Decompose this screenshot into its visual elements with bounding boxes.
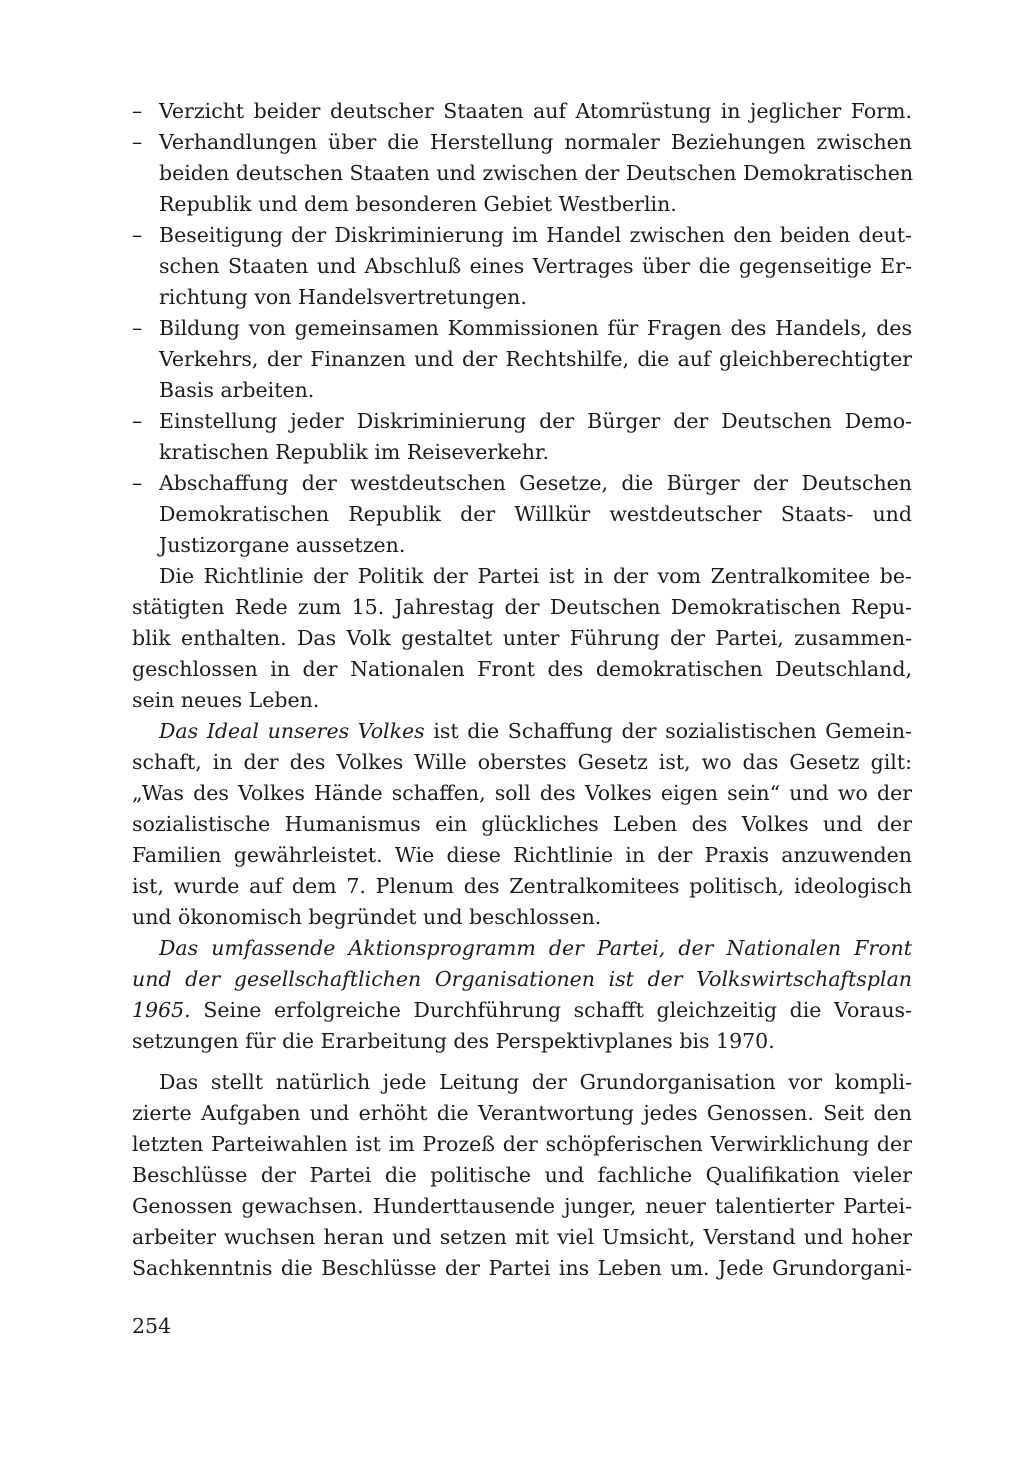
text-line [132,716,912,747]
list-item [132,220,912,313]
text-line [132,840,912,871]
text-line [132,964,912,995]
text-line [132,654,912,685]
list-dash: – [132,130,143,154]
line-text: stätigten Rede zum 15. Jahrestag der Deutschen Demokratischen Repu- [132,595,912,619]
line-text: Beseitigung der Diskriminierung im Handel zwischen den beiden deut- [159,223,912,247]
text-line [132,778,912,809]
text-line [132,158,912,189]
body-text [132,561,912,1284]
emphasized-text: Das Ideal unseres Volkes [159,719,425,743]
line-text: Familien gewährleistet. Wie diese Richtlinie in der Praxis anzuwenden [132,843,912,867]
list-item [132,127,912,220]
demands-list [132,96,912,561]
line-text: Einstellung jeder Diskriminierung der Bürger der Deutschen Demo- [159,409,912,433]
line-text: schaft, in der des Volkes Wille oberstes Gesetz ist, wo das Gesetz gilt: [132,750,912,774]
text-line [132,251,912,282]
line-text: arbeiter wuchsen heran und setzen mit viel Umsicht, Verstand und hoher [132,1225,912,1249]
text-line [132,871,912,902]
text-line [132,468,912,499]
text-line [132,592,912,623]
line-text: „Was des Volkes Hände schaffen, soll des Volkes eigen sein“ und wo der [132,781,912,805]
list-dash: – [132,223,143,247]
line-text: Die Richtlinie der Politik der Partei ist in der vom Zentralkomitee be- [159,564,912,588]
line-text: Verzicht beider deutscher Staaten auf Atomrüstung in jeglicher Form. [159,99,912,123]
list-dash: – [132,409,143,433]
line-text: Sachkenntnis die Beschlüsse der Partei ins Leben um. Jede Grundorgani- [132,1256,912,1280]
paragraph [132,561,912,716]
page-number: 254 [132,1314,172,1338]
line-text: Justizorgane aussetzen. [159,533,406,557]
line-text: letzten Parteiwahlen ist im Prozeß der schöpferischen Verwirklichung der [132,1132,912,1156]
line-text: kratischen Republik im Reiseverkehr. [159,440,549,464]
text-line [132,902,912,933]
line-text: richtung von Handelsvertretungen. [159,285,527,309]
text-line [132,995,912,1026]
line-text: zierte Aufgaben und erhöht die Verantwortung jedes Genossen. Seit den [132,1101,912,1125]
line-text: blik enthalten. Das Volk gestaltet unter Führung der Partei, zusammen- [132,626,912,650]
line-text: setzungen für die Erarbeitung des Perspektivplanes bis 1970. [132,1029,775,1053]
emphasized-text: 1965. [132,998,191,1022]
text-line [132,1129,912,1160]
text-line [132,437,912,468]
line-text: beiden deutschen Staaten und zwischen der Deutschen Demokratischen [159,161,914,185]
line-text: Verhandlungen über die Herstellung normaler Beziehungen zwischen [159,130,912,154]
list-item [132,313,912,406]
text-line [132,220,912,251]
paragraph [132,933,912,1057]
line-text: ist, wurde auf dem 7. Plenum des Zentralkomitees politisch, ideologisch [132,874,912,898]
text-line [132,1253,912,1284]
line-text: Basis arbeiten. [159,378,315,402]
text-line [132,1160,912,1191]
text-line [132,375,912,406]
text-line [132,809,912,840]
line-text: und ökonomisch begründet und beschlossen. [132,905,602,929]
text-line [132,1067,912,1098]
line-text: Republik und dem besonderen Gebiet Westberlin. [159,192,677,216]
line-text: geschlossen in der Nationalen Front des demokratischen Deutschland, [132,657,912,681]
paragraph [132,716,912,933]
emphasized-text: und der gesellschaftlichen Organisationen ist der Volkswirtschaftsplan [132,967,912,991]
text-line [132,623,912,654]
text-line [132,189,912,220]
text-line [132,933,912,964]
text-line [132,561,912,592]
line-text: Seine erfolgreiche Durchführung schafft gleichzeitig die Voraus- [190,998,912,1022]
line-text: Das stellt natürlich jede Leitung der Grundorganisation vor kompli- [159,1070,912,1094]
text-line [132,313,912,344]
list-dash: – [132,471,143,495]
text-line [132,127,912,158]
text-line [132,530,912,561]
list-item [132,406,912,468]
emphasized-text: Das umfassende Aktionsprogramm der Partei, der Nationalen Front [159,936,912,960]
text-line [132,685,912,716]
line-text: sein neues Leben. [132,688,320,712]
text-line [132,344,912,375]
page-body [132,96,912,1284]
line-text: Beschlüsse der Partei die politische und fachliche Qualifikation vieler [132,1163,912,1187]
list-dash: – [132,316,143,340]
paragraph [132,1067,912,1284]
line-text: ist die Schaffung der sozialistischen Gemein- [424,719,913,743]
paragraph-gap [132,1057,912,1067]
text-line [132,1026,912,1057]
line-text: Verkehrs, der Finanzen und der Rechtshilfe, die auf gleichberechtigter [159,347,912,371]
list-item [132,468,912,561]
text-line [132,1222,912,1253]
list-dash: – [132,99,143,123]
text-line [132,747,912,778]
line-text: schen Staaten und Abschluß eines Vertrages über die gegenseitige Er- [159,254,912,278]
text-line [132,282,912,313]
text-line [132,406,912,437]
text-line [132,499,912,530]
line-text: Bildung von gemeinsamen Kommissionen für Fragen des Handels, des [159,316,912,340]
text-line [132,1098,912,1129]
line-text: Abschaffung der westdeutschen Gesetze, die Bürger der Deutschen [159,471,912,495]
line-text: sozialistische Humanismus ein glückliches Leben des Volkes und der [132,812,912,836]
line-text: Demokratischen Republik der Willkür westdeutscher Staats- und [159,502,912,526]
line-text: Genossen gewachsen. Hunderttausende junger, neuer talentierter Partei- [132,1194,912,1218]
list-item [132,96,912,127]
text-line [132,96,912,127]
text-line [132,1191,912,1222]
